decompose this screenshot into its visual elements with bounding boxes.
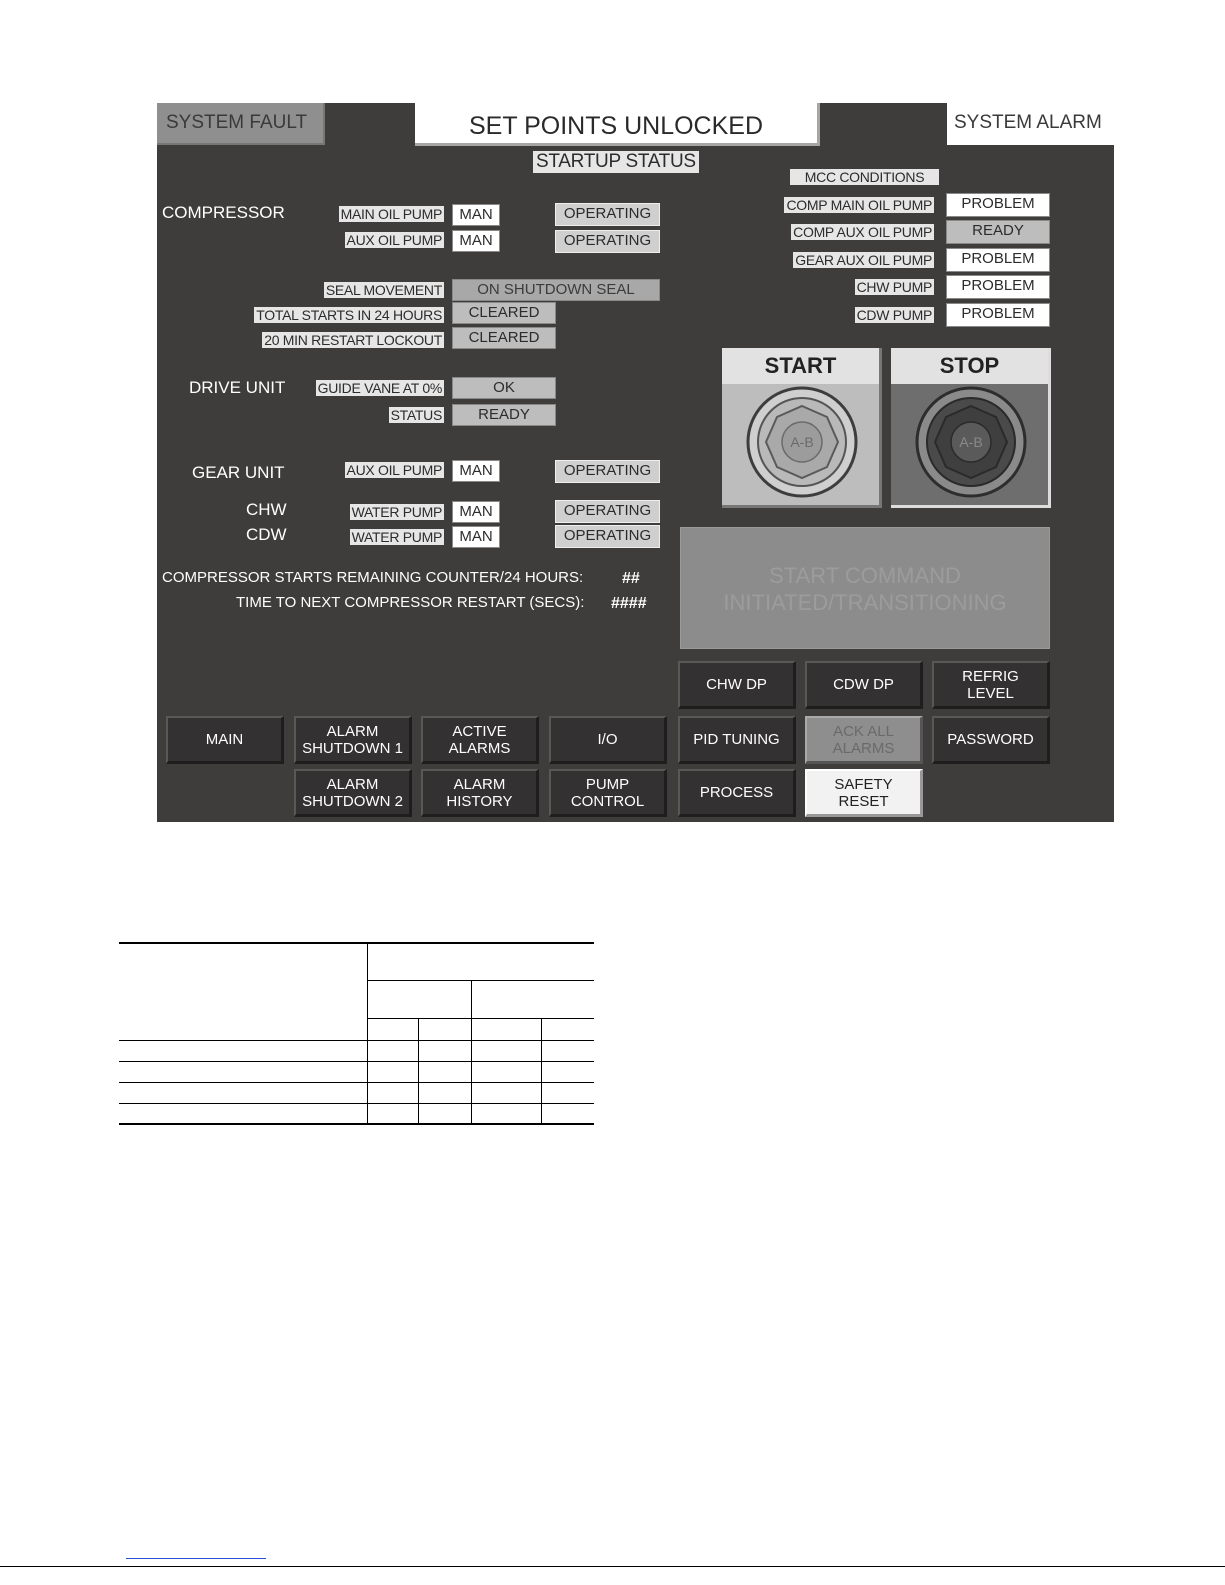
system-fault-indicator[interactable] [157,103,325,145]
cdw-title: CDW [246,525,287,544]
start-command-line2: INITIATED/TRANSITIONING [723,590,1007,615]
chw-dp-button[interactable]: CHW DP [678,661,796,709]
aux-oil-pump-mode[interactable]: MAN [452,230,500,252]
pump-control-button[interactable]: PUMP CONTROL [549,769,667,817]
mcc-comp-main-oil-pump-value: PROBLEM [946,193,1050,217]
table-cell [368,1082,419,1103]
process-button[interactable]: PROCESS [678,769,796,817]
table-row [119,1061,594,1082]
starts-remaining-label: COMPRESSOR STARTS REMAINING COUNTER/24 HOURS: [162,569,584,586]
main-oil-pump-mode[interactable]: MAN [452,204,500,226]
refrig-level-button[interactable]: REFRIG LEVEL [932,661,1050,709]
chw-water-pump-state: OPERATING [555,500,660,523]
table-cell [368,980,472,1018]
cdw-water-pump-label: WATER PUMP [351,529,442,545]
table-cell [472,980,595,1018]
drive-unit-title: DRIVE UNIT [189,378,286,397]
chw-title: CHW [246,500,287,519]
table-row [119,1082,594,1103]
table-cell [542,1040,595,1061]
mcc-comp-main-oil-pump-label: COMP MAIN OIL PUMP [786,197,932,213]
mcc-chw-pump-label: CHW PUMP [856,279,932,295]
alarm-shutdown-1-button[interactable]: ALARM SHUTDOWN 1 [294,716,412,764]
table-cell [419,1018,472,1040]
aux-oil-pump-label: AUX OIL PUMP [346,232,442,248]
seal-movement-value: ON SHUTDOWN SEAL [452,279,660,301]
table-cell [472,1082,542,1103]
mcc-comp-aux-oil-pump-label: COMP AUX OIL PUMP [793,224,932,240]
table-cell [472,1103,542,1124]
mcc-gear-aux-oil-pump-label: GEAR AUX OIL PUMP [795,252,932,268]
drive-status-value: READY [452,404,556,426]
alarm-history-button[interactable]: ALARM HISTORY [421,769,539,817]
chw-water-pump-mode[interactable]: MAN [452,501,500,523]
mcc-comp-aux-oil-pump-value: READY [946,220,1050,244]
start-button-icon [722,384,882,508]
table-cell [119,943,368,1040]
main-oil-pump-label: MAIN OIL PUMP [340,206,442,222]
empty-ruled-table [119,942,594,1125]
system-fault-label: SYSTEM FAULT [166,112,308,133]
table-cell [542,1061,595,1082]
guide-vane-value: OK [452,377,556,399]
mcc-conditions-title: MCC CONDITIONS [790,169,939,185]
table-cell [119,1103,368,1124]
start-command-line1: START COMMAND [769,563,961,588]
hmi-screen [157,103,1114,822]
stop-button-icon [891,384,1051,508]
table-row [119,1103,594,1124]
footer-rule [0,1566,1225,1567]
alarm-shutdown-2-button[interactable]: ALARM SHUTDOWN 2 [294,769,412,817]
table-cell [368,1018,419,1040]
compressor-title: COMPRESSOR [162,203,285,222]
system-alarm-indicator[interactable] [947,103,1114,145]
stop-pushbutton[interactable] [891,348,1051,508]
table-cell [472,1018,542,1040]
table-cell [119,1082,368,1103]
cdw-water-pump-mode[interactable]: MAN [452,526,500,548]
footer-link-underline [126,1558,266,1559]
main-button[interactable]: MAIN [166,716,284,764]
startup-status-title: STARTUP STATUS [533,151,699,173]
set-points-banner: SET POINTS UNLOCKED [415,103,820,146]
gear-unit-title: GEAR UNIT [192,463,285,482]
table-cell [368,943,595,980]
active-alarms-button[interactable]: ACTIVE ALARMS [421,716,539,764]
drive-status-label: STATUS [390,407,442,423]
password-button[interactable]: PASSWORD [932,716,1050,764]
table-cell [368,1103,419,1124]
system-alarm-label: SYSTEM ALARM [954,112,1102,133]
start-pushbutton[interactable] [722,348,882,508]
time-to-restart-value: #### [611,595,647,612]
table-cell [419,1061,472,1082]
table-cell [419,1082,472,1103]
pid-tuning-button[interactable]: PID TUNING [678,716,796,764]
safety-reset-button[interactable]: SAFETY RESET [805,769,923,817]
gear-aux-oil-pump-state: OPERATING [555,460,660,483]
mcc-gear-aux-oil-pump-value: PROBLEM [946,248,1050,272]
table-cell [119,1040,368,1061]
table-cell [419,1103,472,1124]
mcc-cdw-pump-value: PROBLEM [946,303,1050,327]
aux-oil-pump-state: OPERATING [555,230,660,253]
starts-remaining-value: ## [622,570,640,587]
table-cell [368,1040,419,1061]
table-cell [542,1082,595,1103]
table-cell [472,1040,542,1061]
restart-lockout-value: CLEARED [452,327,556,349]
start-command-status [680,527,1050,649]
restart-lockout-label: 20 MIN RESTART LOCKOUT [264,332,442,348]
start-button-logo: A-B [790,434,814,450]
seal-movement-label: SEAL MOVEMENT [325,282,442,298]
start-label: START [722,348,879,384]
main-oil-pump-state: OPERATING [555,203,660,226]
guide-vane-label: GUIDE VANE AT 0% [317,380,442,396]
table-cell [119,1061,368,1082]
stop-button-logo: A-B [959,434,983,450]
total-starts-value: CLEARED [452,302,556,324]
time-to-restart-label: TIME TO NEXT COMPRESSOR RESTART (SECS): [236,594,585,611]
mcc-chw-pump-value: PROBLEM [946,275,1050,299]
table-cell [542,1103,595,1124]
cdw-water-pump-state: OPERATING [555,525,660,548]
table-row [119,1040,594,1061]
cdw-dp-button[interactable]: CDW DP [805,661,923,709]
gear-aux-oil-pump-mode[interactable]: MAN [452,460,500,482]
total-starts-label: TOTAL STARTS IN 24 HOURS [256,307,442,323]
mcc-cdw-pump-label: CDW PUMP [856,307,932,323]
ack-all-alarms-button[interactable]: ACK ALL ALARMS [805,716,923,764]
chw-water-pump-label: WATER PUMP [351,504,442,520]
stop-label: STOP [891,348,1048,384]
table-cell [368,1061,419,1082]
table-cell [419,1040,472,1061]
table-cell [542,1018,595,1040]
io-button[interactable]: I/O [549,716,667,764]
table-cell [472,1061,542,1082]
gear-aux-oil-pump-label: AUX OIL PUMP [346,462,442,478]
